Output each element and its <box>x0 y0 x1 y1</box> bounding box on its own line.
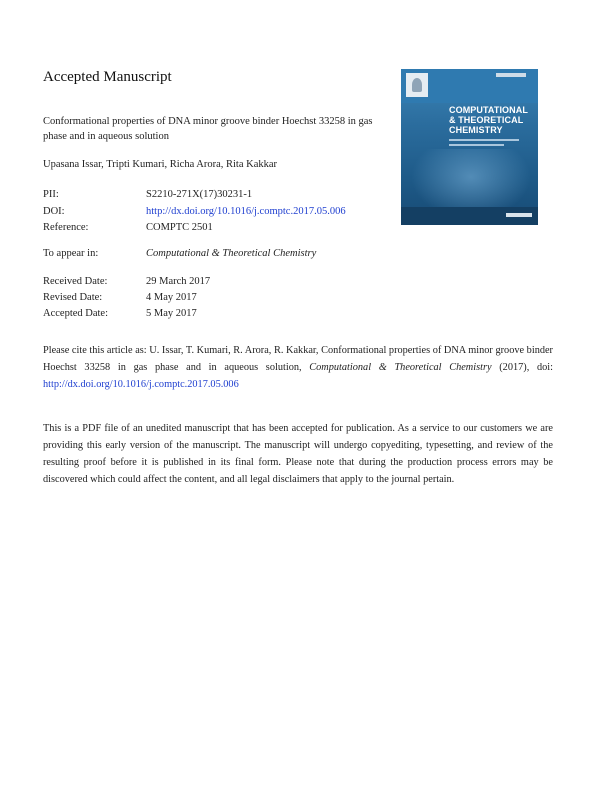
publisher-logo-icon <box>406 73 428 97</box>
meta-label: Revised Date: <box>43 292 103 303</box>
journal-cover-image <box>401 69 538 225</box>
citation-prefix: Please cite this article as: U. Issar, T. Kumari, R. Arora, R. Kakkar, Conformational properties of DNA minor groove binder Hoechst 33258 in gas phase and in aqueous solution, <box>43 345 553 373</box>
cover-subtitle-line <box>449 139 519 141</box>
article-title: Conformational properties of DNA minor groove binder Hoechst 33258 in gas phase and in aqueous solution <box>43 116 373 142</box>
meta-label: Accepted Date: <box>43 308 109 319</box>
cover-publisher-mark <box>506 213 532 217</box>
citation-paragraph <box>43 342 553 393</box>
meta-value: COMPTC 2501 <box>146 222 213 233</box>
meta-label: Reference: <box>43 222 89 233</box>
cover-title-line: & THEORETICAL <box>449 115 524 125</box>
cover-title-line: COMPUTATIONAL <box>449 105 528 115</box>
meta-label: DOI: <box>43 206 65 217</box>
meta-value: S2210-271X(17)30231-1 <box>146 189 253 200</box>
cover-title <box>449 105 537 135</box>
citation-suffix: (2017), doi: <box>491 362 553 373</box>
manuscript-notice: This is a PDF file of an unedited manuscript that has been accepted for publication. As a service to our customers we are providing this early version of the manuscript. The manuscript will undergo copyediting, typesetting, and review of the resulting proof before it is published in its final form. Please note that during the production process errors may be discovered which could affect the content, and all legal disclaimers that apply to the journal pertain. <box>43 423 553 485</box>
manuscript-heading: Accepted Manuscript <box>43 69 172 85</box>
meta-value: 5 May 2017 <box>146 308 197 319</box>
meta-value: 29 March 2017 <box>146 276 211 287</box>
meta-label: PII: <box>43 189 59 200</box>
doi-link[interactable]: http://dx.doi.org/10.1016/j.comptc.2017.05.006 <box>146 206 346 217</box>
cover-subtitle-line <box>449 144 504 146</box>
cover-title-line: CHEMISTRY <box>449 125 503 135</box>
cover-volume-line <box>496 73 526 77</box>
citation-doi-link[interactable]: http://dx.doi.org/10.1016/j.comptc.2017.05.006 <box>43 379 239 390</box>
citation-journal: Computational & Theoretical Chemistry <box>309 362 492 373</box>
journal-name: Computational & Theoretical Chemistry <box>146 248 317 259</box>
article-authors: Upasana Issar, Tripti Kumari, Richa Arora, Rita Kakkar <box>43 159 278 170</box>
meta-value: 4 May 2017 <box>146 292 197 303</box>
meta-label: To appear in: <box>43 248 99 259</box>
meta-label: Received Date: <box>43 276 108 287</box>
